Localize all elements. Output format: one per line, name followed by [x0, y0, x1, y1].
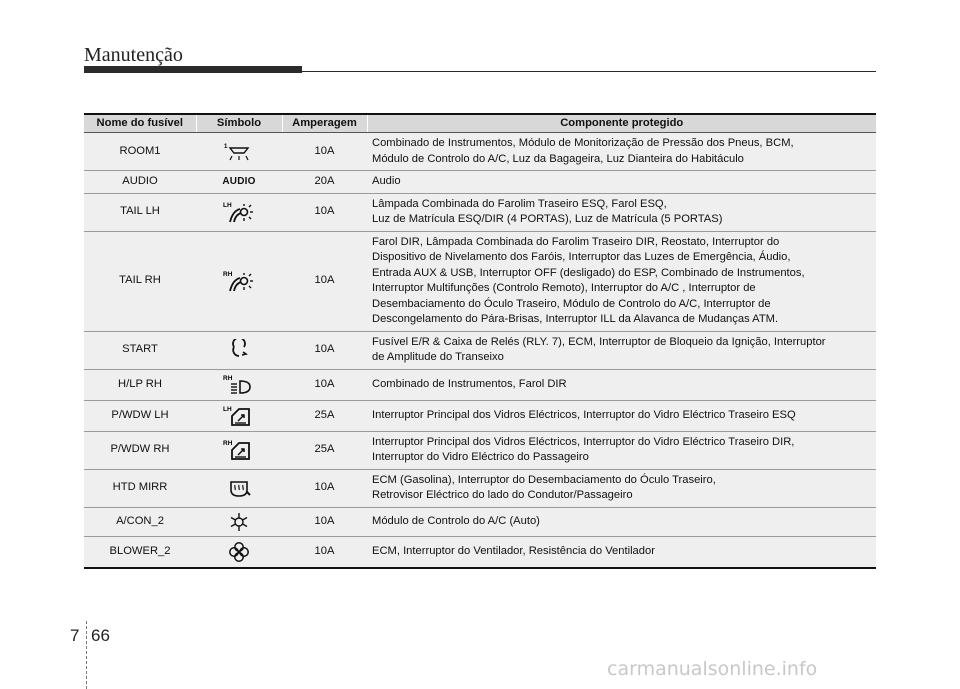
component-line: Dispositivo de Nivelamento dos Faróis, Interruptor das Luzes de Emergência, Áudio, [372, 251, 791, 263]
fuse-symbol [196, 507, 282, 536]
fuse-components [367, 400, 876, 431]
fuse-symbol [196, 193, 282, 231]
table-row [84, 133, 876, 171]
fuse-components [367, 369, 876, 400]
footer-divider [86, 621, 88, 689]
component-line: Entrada AUX & USB, Interruptor OFF (desligado) do ESP, Combinado de Instrumentos, [372, 266, 805, 279]
fuse-symbol [196, 536, 282, 568]
component-line: Combinado de Instrumentos, Módulo de Monitorização de Pressão dos Pneus, BCM, [372, 137, 794, 149]
component-line: Fusível E/R & Caixa de Relés (RLY. 7), ECM, Interruptor de Bloqueio da Ignição, Interruptor [372, 335, 826, 348]
column-header-component: Componente protegido [367, 114, 876, 133]
fuse-symbol [196, 231, 282, 331]
watermark: carmanualsonline.info [607, 658, 818, 680]
table-row [84, 469, 876, 507]
fuse-components [367, 536, 876, 568]
component-line: ECM (Gasolina), Interruptor do Desembaciamento do Óculo Traseiro, [372, 473, 716, 486]
fuse-symbol [196, 171, 282, 194]
fuse-name: BLOWER_2 [84, 536, 196, 568]
table-row [84, 369, 876, 400]
tail-lamp-lh-icon [222, 200, 256, 224]
fuse-amperage: 25A [282, 400, 367, 431]
component-line: Interruptor Principal dos Vidros Eléctricos, Interruptor do Vidro Eléctrico Traseiro ESQ [372, 408, 796, 421]
fuse-amperage: 10A [282, 469, 367, 507]
fuse-components [367, 231, 876, 331]
column-header-symbol: Símbolo [196, 114, 282, 133]
table-row [84, 231, 876, 331]
component-line: Lâmpada Combinada do Farolim Traseiro ESQ, Farol ESQ, [372, 197, 667, 210]
fuse-symbol [196, 331, 282, 369]
svg-text:1: 1 [224, 143, 228, 150]
component-line: Interruptor do Vidro Eléctrico do Passageiro [372, 451, 589, 463]
table-row [84, 171, 876, 194]
component-line: Módulo de Controlo do A/C, Luz da Bagageira, Luz Dianteira do Habitáculo [372, 152, 744, 165]
component-line: Retrovisor Eléctrico do lado do Condutor/Passageiro [372, 489, 633, 501]
component-line: Interruptor Multifunções (Controlo Remoto), Interruptor do A/C , Interruptor de [372, 282, 756, 294]
fuse-components [367, 331, 876, 369]
svg-text:RH: RH [223, 374, 233, 382]
blower-fan-icon [222, 540, 256, 564]
header-bar [84, 66, 302, 73]
fuse-amperage: 10A [282, 536, 367, 568]
component-line: Desembaciamento do Óculo Traseiro, Módulo de Controlo do A/C, Interruptor de [372, 297, 771, 310]
fuse-components [367, 171, 876, 194]
fuse-amperage: 10A [282, 193, 367, 231]
fuse-symbol [196, 469, 282, 507]
column-header-amperage: Amperagem [282, 114, 367, 133]
air-conditioner-icon [222, 511, 256, 533]
fuse-name: TAIL LH [84, 193, 196, 231]
headlamp-rh-icon [222, 373, 256, 397]
fuse-name: A/CON_2 [84, 507, 196, 536]
component-line: Interruptor Principal dos Vidros Eléctricos, Interruptor do Vidro Eléctrico Traseiro DIR, [372, 435, 795, 448]
fuse-amperage: 10A [282, 369, 367, 400]
fuse-amperage: 10A [282, 231, 367, 331]
fuse-components [367, 431, 876, 469]
fuse-amperage: 10A [282, 331, 367, 369]
table-row [84, 507, 876, 536]
component-line: Audio [372, 175, 401, 187]
tail-lamp-rh-icon [222, 269, 256, 293]
fuse-components [367, 469, 876, 507]
fuse-symbol [196, 431, 282, 469]
fuse-name: P/WDW RH [84, 431, 196, 469]
fuse-name: TAIL RH [84, 231, 196, 331]
component-line: Módulo de Controlo do A/C (Auto) [372, 514, 540, 527]
svg-text:RH: RH [223, 271, 233, 278]
chapter-number: 7 [70, 626, 80, 645]
fuse-components [367, 133, 876, 171]
component-line: Descongelamento do Pára-Brisas, Interruptor ILL da Alavanca de Mudanças ATM. [372, 313, 779, 325]
fuse-amperage: 20A [282, 171, 367, 194]
fuse-table [84, 113, 876, 569]
component-line: Luz de Matrícula ESQ/DIR (4 PORTAS), Luz de Matrícula (5 PORTAS) [372, 213, 723, 225]
fuse-name: AUDIO [84, 171, 196, 194]
component-line: de Amplitude do Transeixo [372, 351, 504, 363]
fuse-amperage: 10A [282, 507, 367, 536]
component-line: Combinado de Instrumentos, Farol DIR [372, 377, 567, 390]
page-title: Manutenção [84, 44, 183, 66]
fuse-name: ROOM1 [84, 133, 196, 171]
power-window-rh-icon [222, 438, 256, 462]
header-rule [302, 71, 876, 72]
table-row [84, 193, 876, 231]
fuse-components [367, 193, 876, 231]
fuse-symbol [196, 400, 282, 431]
svg-text:RH: RH [223, 440, 233, 447]
fuse-symbol [196, 133, 282, 171]
heated-mirror-icon [222, 477, 256, 499]
table-row [84, 536, 876, 568]
fuse-name: H/LP RH [84, 369, 196, 400]
fuse-amperage: 25A [282, 431, 367, 469]
table-row [84, 431, 876, 469]
audio-text-icon: AUDIO [222, 176, 256, 187]
start-icon [222, 339, 256, 361]
column-header-name: Nome do fusível [84, 114, 196, 133]
room-lamp-icon [222, 142, 256, 162]
component-line: Farol DIR, Lâmpada Combinada do Farolim Traseiro DIR, Reostato, Interruptor do [372, 235, 780, 248]
svg-text:LH: LH [223, 202, 232, 209]
component-line: ECM, Interruptor do Ventilador, Resistência do Ventilador [372, 544, 655, 557]
table-row [84, 400, 876, 431]
power-window-lh-icon [222, 404, 256, 428]
fuse-amperage: 10A [282, 133, 367, 171]
fuse-name: START [84, 331, 196, 369]
table-row [84, 331, 876, 369]
fuse-name: P/WDW LH [84, 400, 196, 431]
fuse-name: HTD MIRR [84, 469, 196, 507]
page-number: 66 [91, 626, 110, 645]
fuse-symbol [196, 369, 282, 400]
table-header-row [84, 114, 876, 133]
fuse-components [367, 507, 876, 536]
svg-text:LH: LH [223, 405, 232, 413]
